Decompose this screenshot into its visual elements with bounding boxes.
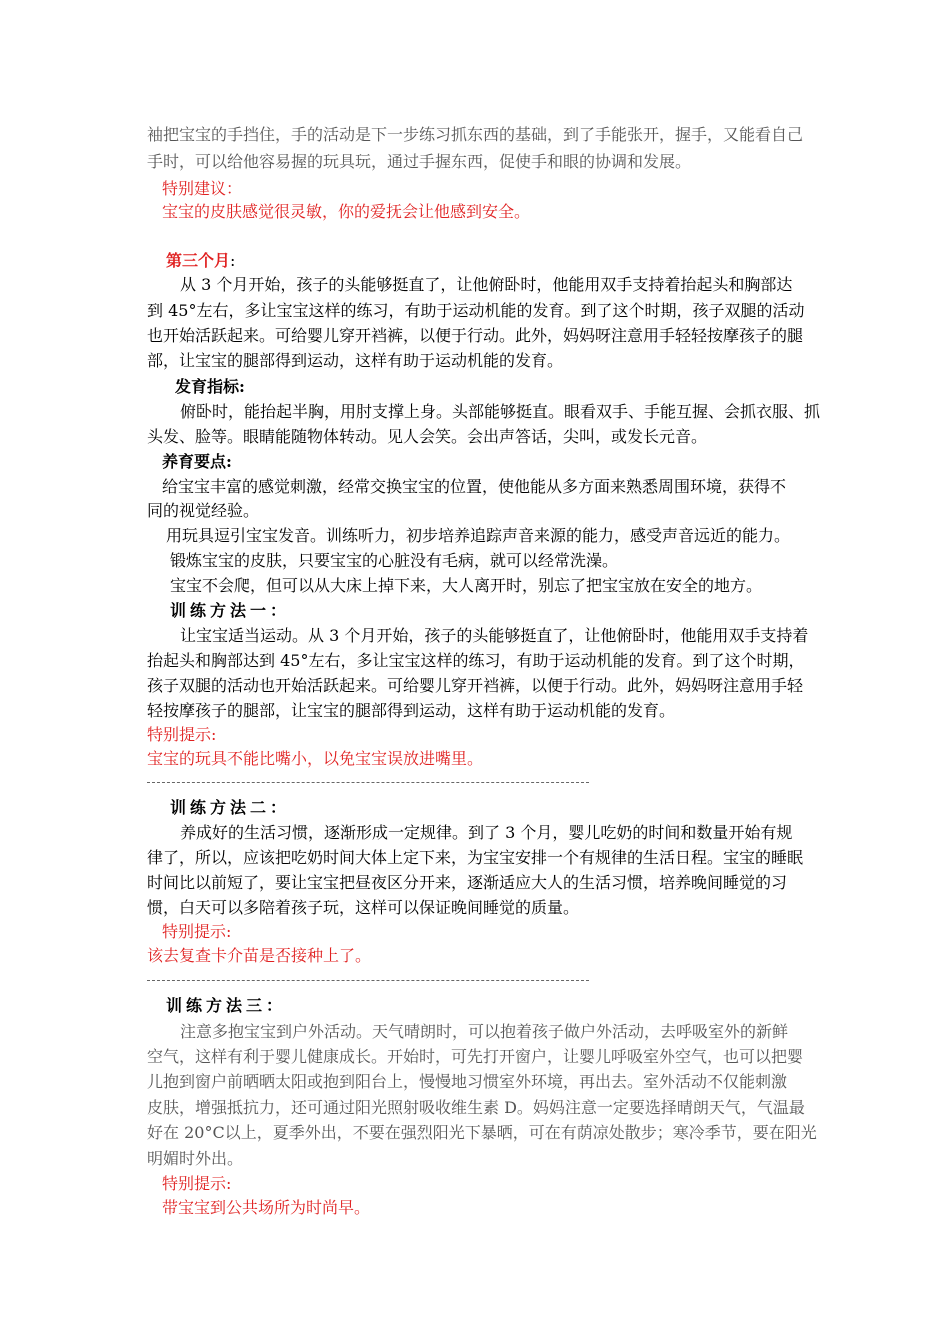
paragraph-line: 抬起头和胸部达到 45°左右，多让宝宝这样的练习，有助于运动机能的发育。到了这个时期， [147, 651, 805, 670]
care-label: 养育要点: [162, 452, 232, 471]
paragraph-line: 让宝宝适当运动。从 3 个月开始，孩子的头能够挺直了，让他俯卧时，他能用双手支持着 [180, 626, 809, 645]
paragraph-line: 惯，白天可以多陪着孩子玩，这样可以保证晚间睡觉的质量。 [147, 898, 580, 917]
method-label: 训练方法二： [170, 798, 291, 817]
tip-text: 该去复查卡介苗是否接种上了。 [147, 946, 372, 965]
paragraph-line: 锻炼宝宝的皮肤，只要宝宝的心脏没有毛病，就可以经常洗澡。 [170, 551, 619, 570]
paragraph-line: 手时，可以给他容易握的玩具玩，通过手握东西，促使手和眼的协调和发展。 [147, 152, 692, 171]
paragraph-line: 儿抱到窗户前晒晒太阳或抱到阳台上，慢慢地习惯室外环境，再出去。室外活动不仅能刺激 [147, 1072, 788, 1091]
paragraph-line: 宝宝不会爬，但可以从大床上掉下来，大人离开时，别忘了把宝宝放在安全的地方。 [170, 576, 763, 595]
paragraph-line: 孩子双腿的活动也开始活跃起来。可给婴儿穿开裆裤，以便于行动。此外，妈妈呀注意用手轻 [147, 676, 804, 695]
tip-label: 特别建议： [162, 179, 243, 198]
method-label: 训练方法三： [166, 996, 287, 1015]
paragraph-line: 律了，所以，应该把吃奶时间大体上定下来，为宝宝安排一个有规律的生活日程。宝宝的睡眠 [147, 848, 804, 867]
section-heading-text: 第三个月 [166, 251, 231, 270]
dashed-divider [147, 980, 589, 981]
section-heading [166, 249, 235, 273]
paragraph-line: 轻按摩孩子的腿部，让宝宝的腿部得到运动，这样有助于运动机能的发育。 [147, 701, 676, 720]
tip-text: 带宝宝到公共场所为时尚早。 [162, 1198, 371, 1217]
tip-label: 特别提示: [147, 725, 217, 744]
paragraph-line: 明媚时外出。 [147, 1149, 244, 1168]
paragraph-line: 袖把宝宝的手挡住，手的活动是下一步练习抓东西的基础，到了手能张开，握手，又能看自己 [147, 125, 804, 144]
paragraph-line: 给宝宝丰富的感觉刺激，经常交换宝宝的位置，使他能从多方面来熟悉周围环境，获得不 [162, 477, 787, 496]
paragraph-line: 好在 20°C以上，夏季外出，不要在强烈阳光下暴晒，可在有荫凉处散步；寒冷季节，要在阳光 [147, 1123, 817, 1142]
tip-text: 宝宝的皮肤感觉很灵敏，你的爱抚会让他感到安全。 [162, 202, 531, 221]
paragraph-line: 头发、脸等。眼睛能随物体转动。见人会笑。会出声答话，尖叫，或发长元音。 [147, 427, 708, 446]
tip-label: 特别提示: [162, 922, 232, 941]
method-label: 训练方法一： [170, 601, 291, 620]
indicator-label: 发育指标: [175, 377, 245, 396]
section-heading-colon: : [230, 251, 236, 270]
dashed-divider [147, 782, 589, 783]
paragraph-line: 俯卧时，能抬起半胸，用肘支撑上身。头部能够挺直。眼看双手、手能互握、会抓衣服、抓 [180, 402, 821, 421]
paragraph-line: 同的视觉经验。 [147, 501, 260, 520]
tip-label: 特别提示: [162, 1174, 232, 1193]
paragraph-line: 部，让宝宝的腿部得到运动，这样有助于运动机能的发育。 [147, 351, 564, 370]
paragraph-line: 皮肤，增强抵抗力，还可通过阳光照射吸收维生素 D。妈妈注意一定要选择晴朗天气，气温最 [147, 1098, 805, 1117]
paragraph-line: 用玩具逗引宝宝发音。训练听力，初步培养追踪声音来源的能力，感受声音远近的能力。 [166, 526, 791, 545]
paragraph-line: 到 45°左右，多让宝宝这样的练习，有助于运动机能的发育。到了这个时期，孩子双腿的活动 [147, 301, 805, 320]
paragraph-line: 空气，这样有利于婴儿健康成长。开始时，可先打开窗户，让婴儿呼吸室外空气，也可以把婴 [147, 1047, 804, 1066]
paragraph-line: 从 3 个月开始，孩子的头能够挺直了，让他俯卧时，他能用双手支持着抬起头和胸部达 [180, 275, 793, 294]
paragraph-line: 时间比以前短了，要让宝宝把昼夜区分开来，逐渐适应大人的生活习惯，培养晚间睡觉的习 [147, 873, 788, 892]
paragraph-line: 养成好的生活习惯，逐渐形成一定规律。到了 3 个月，婴儿吃奶的时间和数量开始有规 [180, 823, 793, 842]
tip-text: 宝宝的玩具不能比嘴小，以免宝宝误放进嘴里。 [147, 749, 484, 768]
paragraph-line: 也开始活跃起来。可给婴儿穿开裆裤，以便于行动。此外，妈妈呀注意用手轻轻按摩孩子的腿 [147, 326, 804, 345]
paragraph-line: 注意多抱宝宝到户外活动。天气晴朗时，可以抱着孩子做户外活动，去呼吸室外的新鲜 [180, 1022, 789, 1041]
